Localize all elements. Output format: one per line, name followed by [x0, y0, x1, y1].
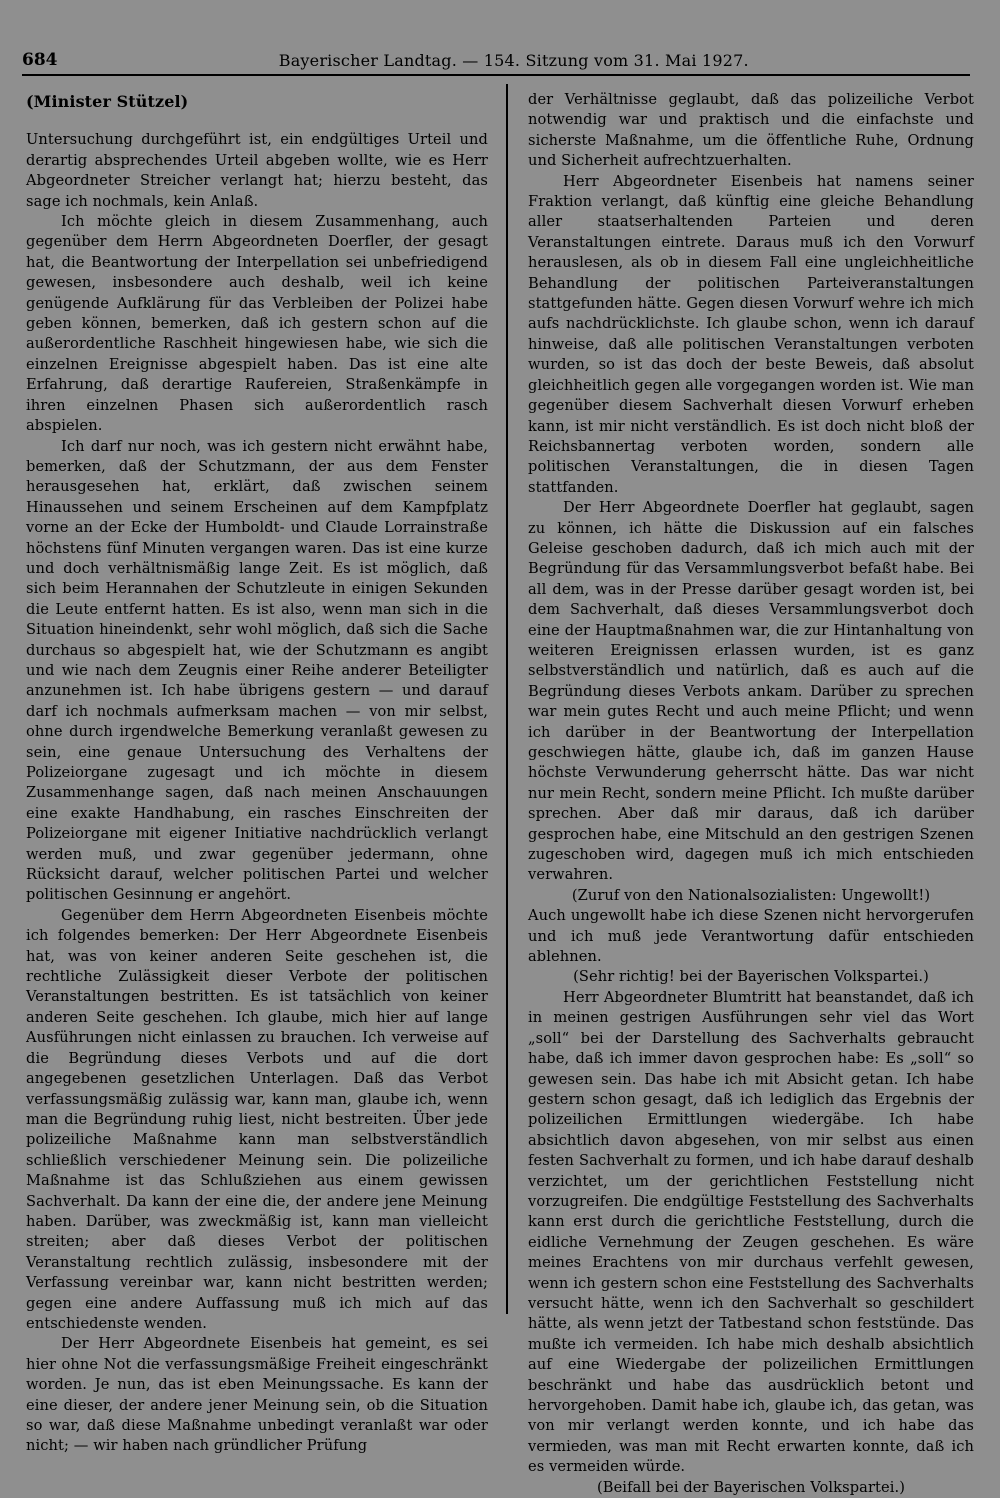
paragraph: Herr Abgeordneter Blumtritt hat beanstandet, daß ich in meinen gestrigen Ausführungen sehr viel das Wort „soll“ bei der Darstellung des Sachverhalts gebraucht habe, daß ich immer davon gesprochen habe: Es „soll“ so gewesen sein. Das habe ich mit Absicht getan. Ich habe gestern schon gesagt, daß ich lediglich das Ergebnis der polizeilichen Ermittlungen wiedergäbe. Ich habe absichtlich davon abgesehen, von mir selbst aus einen festen Sachverhalt zu formen, und ich habe darauf deshalb verzichtet, um der gerichtlichen Feststellung nicht vorzugreifen. Die endgültige Feststellung des Sachverhalts kann erst durch die gerichtliche Feststellung, durch die eidliche Vernehmung der Zeugen geschehen. Es wäre meines Erachtens von mir durchaus verfehlt gewesen, wenn ich gestern schon eine Feststellung des Sachverhalts versucht hätte, wenn ich den Sachverhalt so geschildert hätte, als wenn jetzt der Tatbestand schon feststünde. Das mußte ich vermeiden. Ich habe mich deshalb absichtlich auf eine Wiedergabe der polizeilichen Ermittlungen beschränkt und habe das ausdrücklich betont und hervorgehoben. Damit habe ich, glaube ich, das getan, was von mir verlangt werden konnte, und ich habe das vermieden, was man mit Recht erwarten konnte, daß ich es vermeiden würde. [528, 988, 974, 1476]
paragraph: der Verhältnisse geglaubt, daß das polizeiliche Verbot notwendig war und praktisch und die einfachste und sicherste Maßnahme, um die öffentliche Ruhe, Ordnung und Sicherheit aufrechtzuerhalten. [528, 91, 974, 170]
column-divider [506, 84, 508, 1314]
interjection: (Zuruf von den Nationalsozialisten: Ungewollt!) [571, 886, 931, 904]
paragraph: Auch ungewollt habe ich diese Szenen nicht hervorgerufen und ich muß jede Verantwortung dafür entschieden ablehnen. [528, 907, 974, 966]
left-column [26, 90, 488, 1457]
paragraph: Der Herr Abgeordnete Doerfler hat geglaubt, sagen zu können, ich hätte die Diskussion auf ein falsches Geleise geschoben dadurch, daß ich mich auch mit der Begründung für das Versammlungsverbot befaßt habe. Bei all dem, was in der Presse darüber gesagt worden ist, bei dem Sachverhalt, daß dieses Versammlungsverbot doch eine der Hauptmaßnahmen war, die zur Hintanhaltung von weiteren Ereignissen erlassen wurden, ist es ganz selbstverständlich und natürlich, daß es auch auf die Begründung dieses Verbots ankam. Darüber zu sprechen war mein gutes Recht und auch meine Pflicht; und wenn ich darüber in der Beantwortung der Interpellation geschwiegen hätte, glaube ich, daß im ganzen Hause höchste Verwunderung geherrscht hätte. Das war nicht nur mein Recht, sondern meine Pflicht. Ich mußte darüber sprechen. Aber daß mir daraus, daß ich darüber gesprochen habe, eine Mitschuld an den gestrigen Szenen zugeschoben wird, dagegen muß ich mich entschieden verwahren. [528, 499, 974, 884]
paragraph: Herr Abgeordneter Eisenbeis hat namens seiner Fraktion verlangt, daß künftig eine gleiche Behandlung aller staatserhaltenden Parteien und deren Veranstaltungen eintrete. Daraus muß ich den Vorwurf herauslesen, als ob in diesem Fall eine ungleichheitliche Behandlung der politischen Parteiveranstaltungen stattgefunden hätte. Gegen diesen Vorwurf wehre ich mich aufs nachdrücklichste. Ich glaube schon, wenn ich darauf hinweise, daß alle politischen Veranstaltungen verboten wurden, so ist das doch der beste Beweis, daß absolut gleichheitlich gegen alle vorgegangen worden ist. Wie man gegenüber diesem Sachverhalt diesen Vorwurf erheben kann, ist mir nicht verständlich. Es ist doch nicht bloß der Reichsbannertag verboten worden, sondern alle politischen Veranstaltungen, die in diesen Tagen stattfanden. [528, 172, 974, 496]
running-title: Bayerischer Landtag. — 154. Sitzung vom 31. Mai 1927. [278, 51, 749, 70]
paragraph: Ich darf nur noch, was ich gestern nicht erwähnt habe, bemerken, daß der Schutzmann, der aus dem Fenster herausgesehen hat, erklärt, daß zwischen seinem Hinaussehen und seinem Erscheinen auf dem Kampfplatz vorne an der Ecke der Humboldt- und Claude Lorrainstraße höchstens fünf Minuten vergangen waren. Das ist eine kurze und doch verhältnismäßig lange Zeit. Es ist möglich, daß sich beim Herannahen der Schutzleute in einigen Sekunden die Leute entfernt hatten. Es ist also, wenn man sich in die Situation hineindenkt, sehr wohl möglich, daß sich die Sache durchaus so abgespielt hat, wie der Schutzmann es angibt und wie nach dem Zeugnis einer Reihe anderer Beteiligter anzunehmen ist. Ich habe übrigens gestern — und darauf darf ich nochmals aufmerksam machen — von mir selbst, ohne durch irgendwelche Bemerkung veranlaßt gewesen zu sein, eine genaue Untersuchung des Verhaltens der Polizeiorgane zugesagt und ich möchte in diesem Zusammenhange sagen, daß nach meinen Anschauungen eine exakte Handhabung, ein rasches Einschreiten der Polizeiorgane mit eigener Initiative nachdrücklich verlangt werden muß, und zwar gegenüber jedermann, ohne Rücksicht darauf, welcher politischen Partei und welcher politischen Gesinnung er angehört. [26, 437, 488, 904]
page-header [22, 40, 970, 76]
interjection: (Sehr richtig! bei der Bayerischen Volkspartei.) [573, 968, 929, 986]
paragraph: Ich möchte gleich in diesem Zusammenhang, auch gegenüber dem Herrn Abgeordneten Doerfler, der gesagt hat, die Beantwortung der Interpellation sei unbefriedigend gewesen, insbesondere auch deshalb, weil ich keine genügende Aufklärung für das Verbleiben der Polizei habe geben können, bemerken, daß ich gestern schon auf die außerordentliche Raschheit hingewiesen habe, wie sich die einzelnen Ereignisse abgespielt haben. Das ist eine alte Erfahrung, daß derartige Raufereien, Straßenkämpfe in ihren einzelnen Phasen sich außerordentlich rasch abspielen. [26, 213, 488, 435]
paragraph: Der Herr Abgeordnete Eisenbeis hat gemeint, es sei hier ohne Not die verfassungsmäßige Freiheit eingeschränkt worden. Je nun, das ist eben Meinungssache. Es kann der eine dieser, der andere jener Meinung sein, ob die Situation so war, daß diese Maßnahme unbedingt veranlaßt war oder nicht; — wir haben nach gründlicher Prüfung [26, 1335, 488, 1455]
speaker-heading: (Minister Stützel) [26, 92, 189, 111]
paragraph: Untersuchung durchgeführt ist, ein endgültiges Urteil und derartig absprechendes Urteil abgeben wollte, wie es Herr Abgeordneter Streicher verlangt hat; hierzu besteht, das sage ich nochmals, kein Anlaß. [26, 131, 488, 210]
interjection: (Beifall bei der Bayerischen Volkspartei.) [596, 1478, 906, 1496]
page-number: 684 [22, 50, 58, 70]
right-column [528, 90, 974, 1498]
paragraph: Gegenüber dem Herrn Abgeordneten Eisenbeis möchte ich folgendes bemerken: Der Herr Abgeordnete Eisenbeis hat, was von keiner anderen Seite geschehen ist, die rechtliche Zulässigkeit dieser Verbote der politischen Veranstaltungen bestritten. Es ist tatsächlich von keiner anderen Seite geschehen. Ich glaube, mich hier auf lange Ausführungen nicht einlassen zu brauchen. Ich verweise auf die Begründung dieses Verbots und auf die dort angegebenen gesetzlichen Unterlagen. Daß das Verbot verfassungsmäßig zulässig war, kann man, glaube ich, wenn man die Begründung ruhig liest, nicht bestreiten. Über jede polizeiliche Maßnahme kann man selbstverständlich schließlich verschiedener Meinung sein. Die polizeiliche Maßnahme ist das Schlußziehen aus einem gewissen Sachverhalt. Da kann der eine die, der andere jene Meinung haben. Darüber, was zweckmäßig ist, kann man vielleicht streiten; aber daß dieses Verbot der politischen Veranstaltung rechtlich zulässig, insbesondere mit der Verfassung vereinbar war, kann nicht bestritten werden; gegen eine andere Auffassung muß ich mich auf das entschiedenste wenden. [26, 906, 488, 1332]
